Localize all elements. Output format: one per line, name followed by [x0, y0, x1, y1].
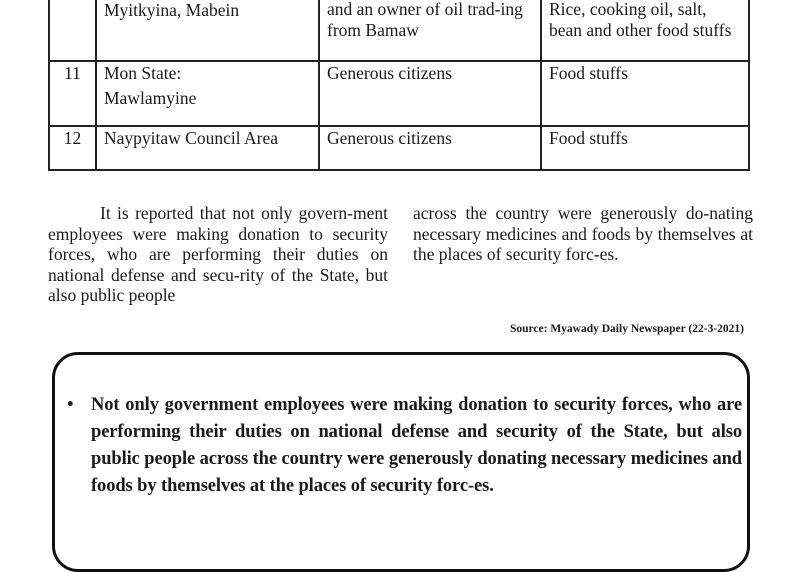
place-text-line2: Mawlamyine	[104, 88, 197, 108]
summary-callout-box	[52, 352, 750, 572]
place-text: Mon State:	[104, 63, 182, 83]
row-donor: and an owner of oil trad-ing from Bamaw	[319, 0, 541, 61]
bullet-icon: •	[67, 395, 74, 415]
row-number	[49, 0, 96, 61]
place-text: Naypyitaw Council Area	[104, 128, 278, 148]
row-place	[96, 0, 319, 61]
source-citation: Source: Myawady Daily Newspaper (22-3-2021)	[509, 323, 744, 335]
article-right-column: across the country were generously do-nating necessary medicines and foods by themselves at the places of security forc-es.	[413, 203, 753, 264]
summary-list-item	[67, 392, 742, 500]
summary-list	[67, 392, 742, 500]
article-left-column: It is reported that not only govern-ment employees were making donation to security forces, who are performing their duties on national defense and secu-rity of the State, but also public people	[48, 203, 388, 305]
row-place	[96, 61, 319, 126]
row-donor: Generous citizens	[319, 61, 541, 126]
row-number: 11	[49, 61, 96, 126]
row-items: Food stuffs	[541, 126, 749, 170]
table-row	[49, 61, 749, 126]
row-place	[96, 126, 319, 170]
donation-table	[48, 0, 750, 171]
summary-text: Not only government employees were making donation to security forces, who are performing their duties on national defense and security of the State, but also public people across the country were generously donating necessary medicines and foods by themselves at the places of security forc-es.	[91, 395, 742, 496]
row-items: Food stuffs	[541, 61, 749, 126]
table-row	[49, 126, 749, 170]
table-row	[49, 0, 749, 61]
row-items: Rice, cooking oil, salt, bean and other food stuffs	[541, 0, 749, 61]
place-text: Myitkyina, Mabein	[104, 0, 240, 20]
row-number: 12	[49, 126, 96, 170]
row-donor: Generous citizens	[319, 126, 541, 170]
